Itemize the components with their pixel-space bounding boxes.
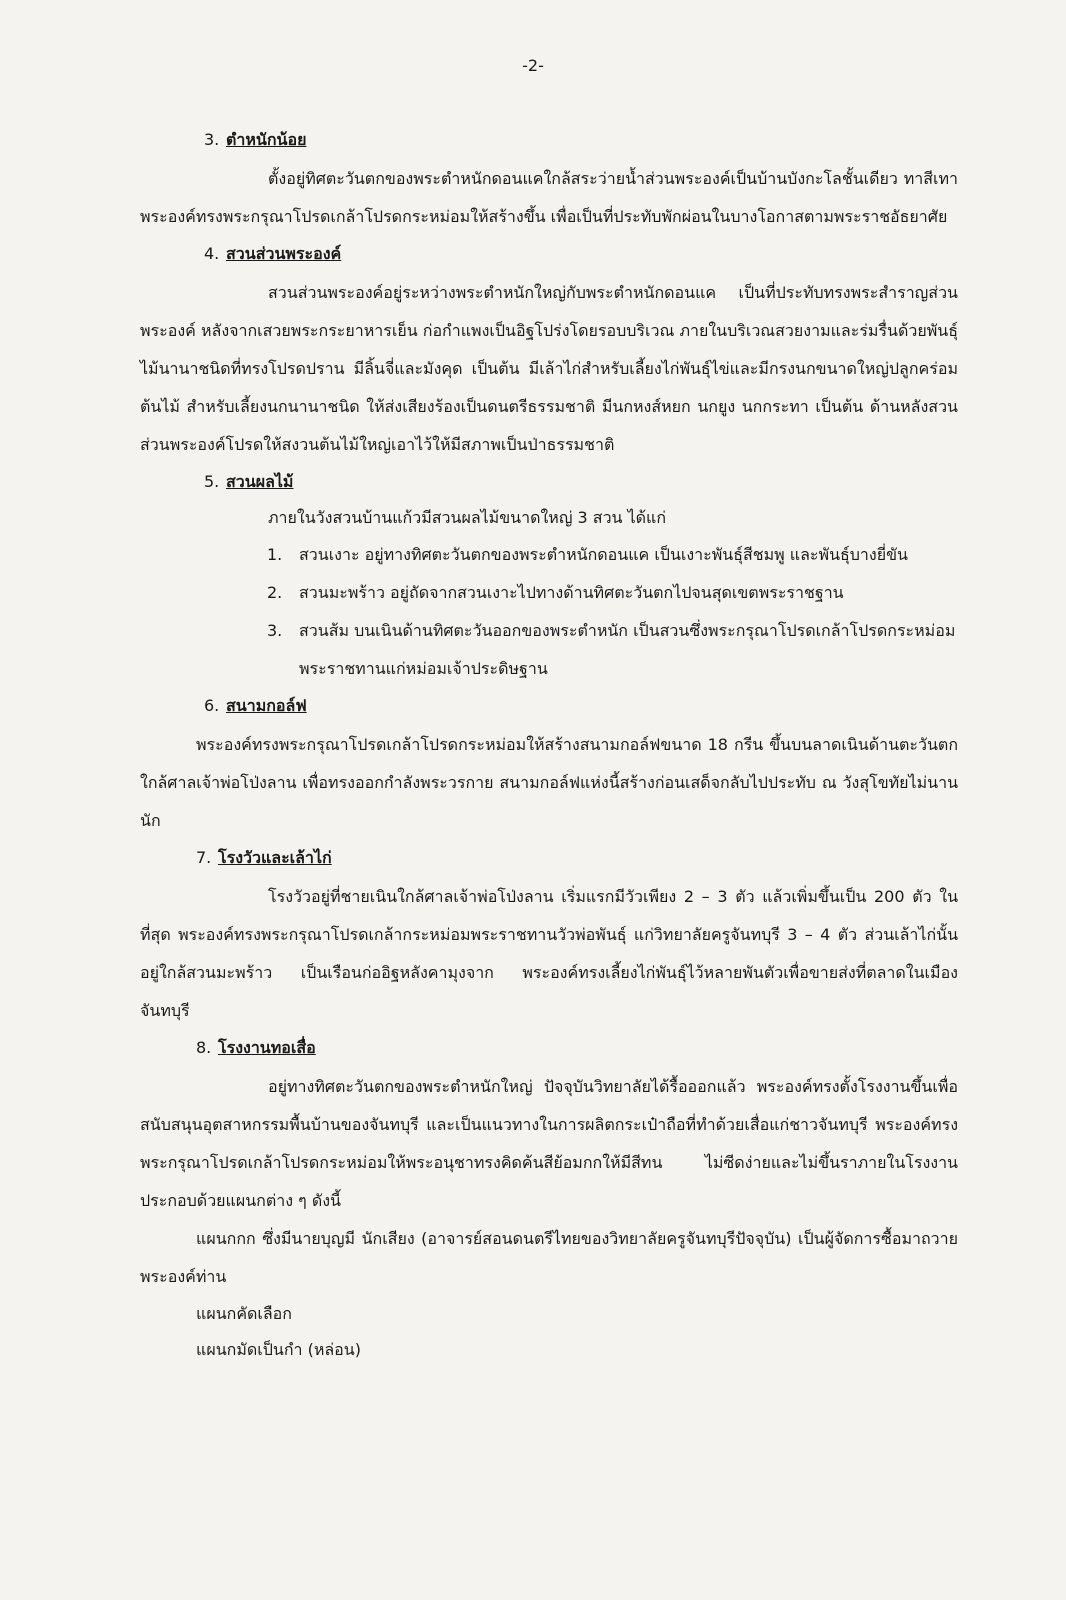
section-title: โรงวัวและเล้าไก่ xyxy=(218,848,332,867)
document-body xyxy=(140,122,958,1368)
section-sub-paragraph: แผนกกก ซึ่งมีนายบุญมี นักเสียง (อาจารย์สอนดนตรีไทยของวิทยาลัยครูจันทบุรีปัจจุบัน) เป็นผู้จัดการซื้อมาถวายพระองค์ท่าน xyxy=(140,1229,958,1286)
list-item-number: 2. xyxy=(267,583,283,602)
department-line: แผนกคัดเลือก xyxy=(196,1304,292,1323)
section-title: โรงงานทอเสื่อ xyxy=(218,1038,316,1057)
section-number: 5. xyxy=(204,472,220,491)
section-number: 4. xyxy=(204,244,220,263)
section-paragraph: อยู่ทางทิศตะวันตกของพระตำหนักใหญ่ ปัจจุบันวิทยาลัยได้รื้อออกแล้ว พระองค์ทรงตั้งโรงงานขึ้นเพื่อสนับสนุนอุตสาหกรรมพื้นบ้านของจันทบุรี และเป็นแนวทางในการผลิตกระเป๋าถือที่ทำด้วยเสื่อแก่ชาวจันทบุรี พระองค์ทรงพระกรุณาโปรดเกล้าโปรดกระหม่อมให้พระอนุชาทรงคิดค้นสีย้อมกกให้มีสีทน ไม่ซีดง่ายและไม่ขึ้นราภายในโรงงานประกอบด้วยแผนกต่าง ๆ ดังนี้ xyxy=(140,1077,958,1210)
section-paragraph: สวนส่วนพระองค์อยู่ระหว่างพระตำหนักใหญ่กับพระตำหนักดอนแค เป็นที่ประทับทรงพระสำราญส่วนพระองค์ หลังจากเสวยพระกระยาหารเย็น ก่อกำแพงเป็นอิฐโปร่งโดยรอบบริเวณ ภายในบริเวณสวยงามและร่มรื่นด้วยพันธุ์ไม้นานาชนิดที่ทรงโปรดปราน มีลิ้นจี่และมังคุด เป็นต้น มีเล้าไก่สำหรับเลี้ยงไก่พันธุ์ไข่และมีกรงนกขนาดใหญ่ปลูกคร่อมต้นไม้ สำหรับเลี้ยงนกนานาชนิด ให้ส่งเสียงร้องเป็นดนตรีธรรมชาติ มีนกหงส์หยก นกยูง นกกระทา เป็นต้น ด้านหลังสวนส่วนพระองค์โปรดให้สงวนต้นไม้ใหญ่เอาไว้ให้มีสภาพเป็นป่าธรรมชาติ xyxy=(140,283,958,454)
section-heading xyxy=(204,122,958,158)
list-item xyxy=(267,574,958,612)
list-item-number: 1. xyxy=(267,545,283,564)
section-title: สนามกอล์ฟ xyxy=(226,696,307,715)
list-item xyxy=(267,536,958,574)
section-intro: ภายในวังสวนบ้านแก้วมีสวนผลไม้ขนาดใหญ่ 3 สวน ได้แก่ xyxy=(268,508,667,527)
section-paragraph: ตั้งอยู่ทิศตะวันตกของพระตำหนักดอนแคใกล้สระว่ายน้ำส่วนพระองค์เป็นบ้านบังกะโลชั้นเดียว ทาสีเทาพระองค์ทรงพระกรุณาโปรดเกล้าโปรดกระหม่อมให้สร้างขึ้น เพื่อเป็นที่ประทับพักผ่อนในบางโอกาสตามพระราชอัธยาศัย xyxy=(140,169,958,226)
department-line: แผนกมัดเป็นกำ (หล่อน) xyxy=(196,1340,361,1359)
section-title: ตำหนักน้อย xyxy=(226,130,307,149)
section-heading xyxy=(204,464,958,500)
section-number: 7. xyxy=(196,848,212,867)
section-number: 8. xyxy=(196,1038,212,1057)
section-heading xyxy=(196,1030,958,1066)
section-paragraph: โรงวัวอยู่ที่ชายเนินใกล้ศาลเจ้าพ่อโป่งลาน เริ่มแรกมีวัวเพียง 2 – 3 ตัว แล้วเพิ่มขึ้นเป็น 200 ตัว ในที่สุด พระองค์ทรงพระกรุณาโปรดเกล้ากระหม่อมพระราชทานวัวพ่อพันธุ์ แก่วิทยาลัยครูจันทบุรี 3 – 4 ตัว ส่วนเล้าไก่นั้นอยู่ใกล้สวนมะพร้าว เป็นเรือนก่ออิฐหลังคามุงจาก พระองค์ทรงเลี้ยงไก่พันธุ์ไว้หลายพันตัวเพื่อขายส่งที่ตลาดในเมืองจันทบุรี xyxy=(140,887,958,1020)
section-title: สวนส่วนพระองค์ xyxy=(226,244,342,263)
page-number: -2- xyxy=(522,56,544,75)
list-item-text: สวนมะพร้าว อยู่ถัดจากสวนเงาะไปทางด้านทิศตะวันตกไปจนสุดเขตพระราชฐาน xyxy=(299,583,844,602)
list-item-number: 3. xyxy=(267,621,283,640)
fruit-garden-list xyxy=(267,536,958,688)
list-item-text: สวนเงาะ อยู่ทางทิศตะวันตกของพระตำหนักดอนแค เป็นเงาะพันธุ์สีชมพู และพันธุ์บางยี่ขัน xyxy=(299,545,908,564)
section-heading xyxy=(196,840,958,876)
section-number: 3. xyxy=(204,130,220,149)
list-item-text: สวนส้ม บนเนินด้านทิศตะวันออกของพระตำหนัก เป็นสวนซึ่งพระกรุณาโปรดเกล้าโปรดกระหม่อม พระราชทานแก่หม่อมเจ้าประดิษฐาน xyxy=(299,621,956,678)
section-number: 6. xyxy=(204,696,220,715)
section-heading xyxy=(204,236,958,272)
section-title: สวนผลไม้ xyxy=(226,472,294,491)
list-item xyxy=(267,612,958,688)
section-heading xyxy=(204,688,958,724)
section-paragraph: พระองค์ทรงพระกรุณาโปรดเกล้าโปรดกระหม่อมให้สร้างสนามกอล์ฟขนาด 18 กรีน ขึ้นบนลาดเนินด้านตะวันตกใกล้ศาลเจ้าพ่อโป่งลาน เพื่อทรงออกกำลังพระวรกาย สนามกอล์ฟแห่งนี้สร้างก่อนเสด็จกลับไปประทับ ณ วังสุโขทัยไม่นานนัก xyxy=(140,735,958,830)
